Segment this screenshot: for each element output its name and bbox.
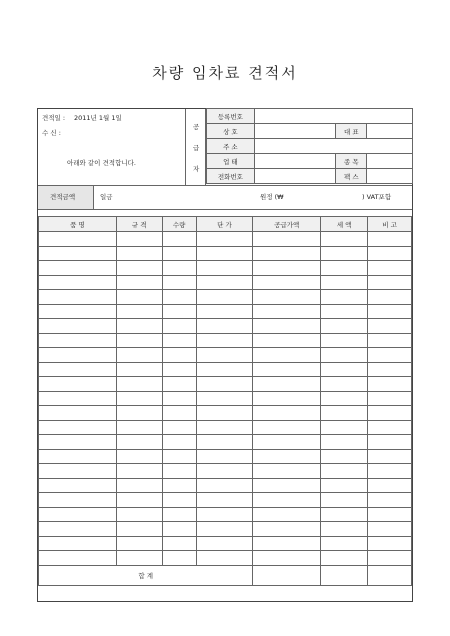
cell-item-name[interactable]	[39, 377, 117, 392]
cell-item-name[interactable]	[39, 319, 117, 334]
reg-no-field[interactable]	[254, 109, 412, 124]
total-tax[interactable]	[321, 565, 368, 585]
table-row	[39, 290, 412, 305]
business-type-label: 업 태	[207, 154, 255, 169]
cell-item-name[interactable]	[39, 391, 117, 406]
cell-supply-amount[interactable]	[253, 464, 321, 479]
cell-qty[interactable]	[162, 406, 196, 421]
cell-remarks[interactable]	[368, 391, 412, 406]
table-row	[39, 232, 412, 247]
cell-supply-amount[interactable]	[253, 261, 321, 276]
cell-supply-amount[interactable]	[253, 551, 321, 566]
cell-unit-price[interactable]	[196, 391, 253, 406]
cell-qty[interactable]	[162, 304, 196, 319]
cell-item-name[interactable]	[39, 420, 117, 435]
cell-remarks[interactable]	[368, 406, 412, 421]
table-row	[39, 507, 412, 522]
cell-spec[interactable]	[116, 507, 162, 522]
cell-spec[interactable]	[116, 391, 162, 406]
cell-item-name[interactable]	[39, 261, 117, 276]
amount-label: 견적금액	[50, 193, 76, 201]
table-row	[39, 420, 412, 435]
amount-won-label: 원정 (₩	[260, 193, 284, 201]
cell-tax[interactable]	[321, 232, 368, 247]
cell-item-name[interactable]	[39, 304, 117, 319]
cell-item-name[interactable]	[39, 348, 117, 363]
cell-qty[interactable]	[162, 333, 196, 348]
cell-unit-price[interactable]	[196, 261, 253, 276]
cell-remarks[interactable]	[368, 275, 412, 290]
cell-remarks[interactable]	[368, 449, 412, 464]
cell-spec[interactable]	[116, 275, 162, 290]
cell-unit-price[interactable]	[196, 304, 253, 319]
cell-remarks[interactable]	[368, 464, 412, 479]
cell-tax[interactable]	[321, 522, 368, 537]
cell-supply-amount[interactable]	[253, 420, 321, 435]
cell-spec[interactable]	[116, 420, 162, 435]
cell-supply-amount[interactable]	[253, 290, 321, 305]
table-row	[39, 435, 412, 450]
cell-remarks[interactable]	[368, 246, 412, 261]
cell-tax[interactable]	[321, 261, 368, 276]
cell-tax[interactable]	[321, 478, 368, 493]
cell-tax[interactable]	[321, 275, 368, 290]
cell-supply-amount[interactable]	[253, 406, 321, 421]
estimate-form	[37, 108, 413, 602]
cell-tax[interactable]	[321, 493, 368, 508]
cell-tax[interactable]	[321, 391, 368, 406]
cell-supply-amount[interactable]	[253, 275, 321, 290]
cell-tax[interactable]	[321, 246, 368, 261]
cell-unit-price[interactable]	[196, 246, 253, 261]
cell-remarks[interactable]	[368, 304, 412, 319]
cell-remarks[interactable]	[368, 522, 412, 537]
col-header-remarks: 비 고	[368, 217, 412, 232]
cell-spec[interactable]	[116, 551, 162, 566]
cell-item-name[interactable]	[39, 275, 117, 290]
col-header-item-name: 품 명	[39, 217, 117, 232]
table-row	[39, 522, 412, 537]
cell-tax[interactable]	[321, 420, 368, 435]
table-row	[39, 391, 412, 406]
table-row	[39, 406, 412, 421]
table-row	[39, 304, 412, 319]
supplier-char-3: 자	[193, 165, 200, 173]
cell-unit-price[interactable]	[196, 406, 253, 421]
table-row	[39, 478, 412, 493]
cell-unit-price[interactable]	[196, 319, 253, 334]
address-field[interactable]	[254, 139, 412, 154]
cell-tax[interactable]	[321, 536, 368, 551]
business-item-field[interactable]	[367, 154, 413, 169]
cell-qty[interactable]	[162, 507, 196, 522]
amount-row	[38, 185, 412, 210]
cell-supply-amount[interactable]	[253, 304, 321, 319]
cell-item-name[interactable]	[39, 406, 117, 421]
cell-item-name[interactable]	[39, 536, 117, 551]
cell-supply-amount[interactable]	[253, 232, 321, 247]
cell-unit-price[interactable]	[196, 348, 253, 363]
cell-spec[interactable]	[116, 246, 162, 261]
items-header-row	[39, 217, 412, 232]
cell-unit-price[interactable]	[196, 275, 253, 290]
cell-remarks[interactable]	[368, 493, 412, 508]
date-label: 견적일 :	[42, 114, 66, 122]
cell-tax[interactable]	[321, 551, 368, 566]
cell-unit-price[interactable]	[196, 522, 253, 537]
cell-item-name[interactable]	[39, 449, 117, 464]
cell-unit-price[interactable]	[196, 420, 253, 435]
ceo-field[interactable]	[367, 124, 413, 139]
cell-qty[interactable]	[162, 261, 196, 276]
total-label: 합 계	[39, 565, 253, 585]
cell-spec[interactable]	[116, 435, 162, 450]
cell-remarks[interactable]	[368, 478, 412, 493]
amount-vat-note: ) VAT포함	[362, 193, 392, 201]
business-item-label: 종 목	[336, 154, 367, 169]
cell-spec[interactable]	[116, 522, 162, 537]
cell-spec[interactable]	[116, 493, 162, 508]
cell-tax[interactable]	[321, 362, 368, 377]
business-type-field[interactable]	[254, 154, 336, 169]
cell-spec[interactable]	[116, 478, 162, 493]
phone-field[interactable]	[254, 169, 336, 184]
cell-supply-amount[interactable]	[253, 536, 321, 551]
cell-qty[interactable]	[162, 290, 196, 305]
cell-supply-amount[interactable]	[253, 507, 321, 522]
recipient-label: 수 신 :	[42, 129, 61, 137]
cell-supply-amount[interactable]	[253, 391, 321, 406]
cell-unit-price[interactable]	[196, 493, 253, 508]
cell-supply-amount[interactable]	[253, 522, 321, 537]
cell-supply-amount[interactable]	[253, 333, 321, 348]
cell-tax[interactable]	[321, 507, 368, 522]
amount-label-cell	[38, 186, 94, 209]
page-title: 차량 임차료 견적서	[152, 64, 298, 82]
cell-supply-amount[interactable]	[253, 348, 321, 363]
cell-tax[interactable]	[321, 377, 368, 392]
table-row	[39, 261, 412, 276]
cell-spec[interactable]	[116, 464, 162, 479]
cell-remarks[interactable]	[368, 551, 412, 566]
company-label: 상 호	[207, 124, 255, 139]
cell-qty[interactable]	[162, 478, 196, 493]
col-header-supply-amount: 공급가액	[253, 217, 321, 232]
ceo-label: 대 표	[336, 124, 367, 139]
cell-qty[interactable]	[162, 435, 196, 450]
table-row	[39, 319, 412, 334]
cell-tax[interactable]	[321, 435, 368, 450]
cell-spec[interactable]	[116, 333, 162, 348]
cell-qty[interactable]	[162, 246, 196, 261]
cell-tax[interactable]	[321, 464, 368, 479]
cell-unit-price[interactable]	[196, 290, 253, 305]
cell-unit-price[interactable]	[196, 449, 253, 464]
amount-prefix: 일금	[100, 193, 113, 201]
cell-supply-amount[interactable]	[253, 319, 321, 334]
info-area	[38, 109, 185, 185]
cell-remarks[interactable]	[368, 348, 412, 363]
cell-spec[interactable]	[116, 348, 162, 363]
cell-tax[interactable]	[321, 449, 368, 464]
items-table	[38, 216, 412, 586]
cell-item-name[interactable]	[39, 464, 117, 479]
col-header-spec: 규 격	[116, 217, 162, 232]
cell-tax[interactable]	[321, 319, 368, 334]
date-value: 2011년 1월 1일	[74, 114, 122, 122]
estimate-statement: 아래와 같이 견적합니다.	[67, 159, 136, 167]
fax-label: 팩 스	[336, 169, 367, 184]
cell-remarks[interactable]	[368, 232, 412, 247]
cell-qty[interactable]	[162, 275, 196, 290]
cell-unit-price[interactable]	[196, 333, 253, 348]
cell-spec[interactable]	[116, 290, 162, 305]
table-row	[39, 551, 412, 566]
address-label: 주 소	[207, 139, 255, 154]
cell-item-name[interactable]	[39, 232, 117, 247]
reg-no-label: 등록번호	[207, 109, 255, 124]
supplier-char-2: 급	[193, 144, 200, 152]
table-row	[39, 275, 412, 290]
cell-item-name[interactable]	[39, 551, 117, 566]
cell-tax[interactable]	[321, 290, 368, 305]
table-row	[39, 348, 412, 363]
cell-spec[interactable]	[116, 377, 162, 392]
cell-unit-price[interactable]	[196, 551, 253, 566]
col-header-qty: 수량	[162, 217, 196, 232]
cell-qty[interactable]	[162, 536, 196, 551]
table-row	[39, 362, 412, 377]
cell-spec[interactable]	[116, 319, 162, 334]
cell-remarks[interactable]	[368, 362, 412, 377]
cell-qty[interactable]	[162, 522, 196, 537]
col-header-tax: 세 액	[321, 217, 368, 232]
cell-item-name[interactable]	[39, 507, 117, 522]
cell-supply-amount[interactable]	[253, 362, 321, 377]
total-row	[39, 565, 412, 585]
cell-supply-amount[interactable]	[253, 377, 321, 392]
cell-qty[interactable]	[162, 449, 196, 464]
cell-tax[interactable]	[321, 406, 368, 421]
cell-spec[interactable]	[116, 536, 162, 551]
cell-unit-price[interactable]	[196, 435, 253, 450]
cell-item-name[interactable]	[39, 522, 117, 537]
cell-qty[interactable]	[162, 232, 196, 247]
cell-unit-price[interactable]	[196, 478, 253, 493]
cell-remarks[interactable]	[368, 507, 412, 522]
cell-item-name[interactable]	[39, 333, 117, 348]
cell-remarks[interactable]	[368, 420, 412, 435]
cell-spec[interactable]	[116, 261, 162, 276]
table-row	[39, 464, 412, 479]
cell-remarks[interactable]	[368, 536, 412, 551]
cell-qty[interactable]	[162, 493, 196, 508]
cell-tax[interactable]	[321, 304, 368, 319]
col-header-unit-price: 단 가	[196, 217, 253, 232]
supplier-side-label	[185, 109, 206, 185]
cell-remarks[interactable]	[368, 333, 412, 348]
cell-qty[interactable]	[162, 420, 196, 435]
table-row	[39, 333, 412, 348]
cell-unit-price[interactable]	[196, 536, 253, 551]
total-supply-amount[interactable]	[253, 565, 321, 585]
cell-supply-amount[interactable]	[253, 246, 321, 261]
table-row	[39, 246, 412, 261]
table-row	[39, 493, 412, 508]
cell-unit-price[interactable]	[196, 464, 253, 479]
cell-qty[interactable]	[162, 362, 196, 377]
cell-qty[interactable]	[162, 391, 196, 406]
cell-unit-price[interactable]	[196, 362, 253, 377]
cell-remarks[interactable]	[368, 377, 412, 392]
cell-spec[interactable]	[116, 362, 162, 377]
cell-item-name[interactable]	[39, 246, 117, 261]
cell-supply-amount[interactable]	[253, 435, 321, 450]
cell-supply-amount[interactable]	[253, 449, 321, 464]
cell-unit-price[interactable]	[196, 507, 253, 522]
cell-remarks[interactable]	[368, 435, 412, 450]
cell-spec[interactable]	[116, 232, 162, 247]
cell-spec[interactable]	[116, 449, 162, 464]
fax-field[interactable]	[367, 169, 413, 184]
cell-item-name[interactable]	[39, 362, 117, 377]
supplier-char-1: 공	[193, 123, 200, 131]
total-remarks[interactable]	[368, 565, 412, 585]
cell-remarks[interactable]	[368, 261, 412, 276]
cell-qty[interactable]	[162, 348, 196, 363]
cell-qty[interactable]	[162, 319, 196, 334]
cell-unit-price[interactable]	[196, 377, 253, 392]
table-row	[39, 536, 412, 551]
cell-remarks[interactable]	[368, 319, 412, 334]
cell-qty[interactable]	[162, 464, 196, 479]
cell-item-name[interactable]	[39, 493, 117, 508]
cell-supply-amount[interactable]	[253, 493, 321, 508]
cell-tax[interactable]	[321, 348, 368, 363]
cell-tax[interactable]	[321, 333, 368, 348]
cell-unit-price[interactable]	[196, 232, 253, 247]
table-row	[39, 377, 412, 392]
table-row	[39, 449, 412, 464]
cell-spec[interactable]	[116, 304, 162, 319]
supplier-table	[206, 108, 413, 184]
cell-item-name[interactable]	[39, 435, 117, 450]
cell-remarks[interactable]	[368, 290, 412, 305]
cell-supply-amount[interactable]	[253, 478, 321, 493]
cell-item-name[interactable]	[39, 290, 117, 305]
phone-label: 전화번호	[207, 169, 255, 184]
cell-qty[interactable]	[162, 551, 196, 566]
company-field[interactable]	[254, 124, 336, 139]
cell-qty[interactable]	[162, 377, 196, 392]
cell-spec[interactable]	[116, 406, 162, 421]
cell-item-name[interactable]	[39, 478, 117, 493]
